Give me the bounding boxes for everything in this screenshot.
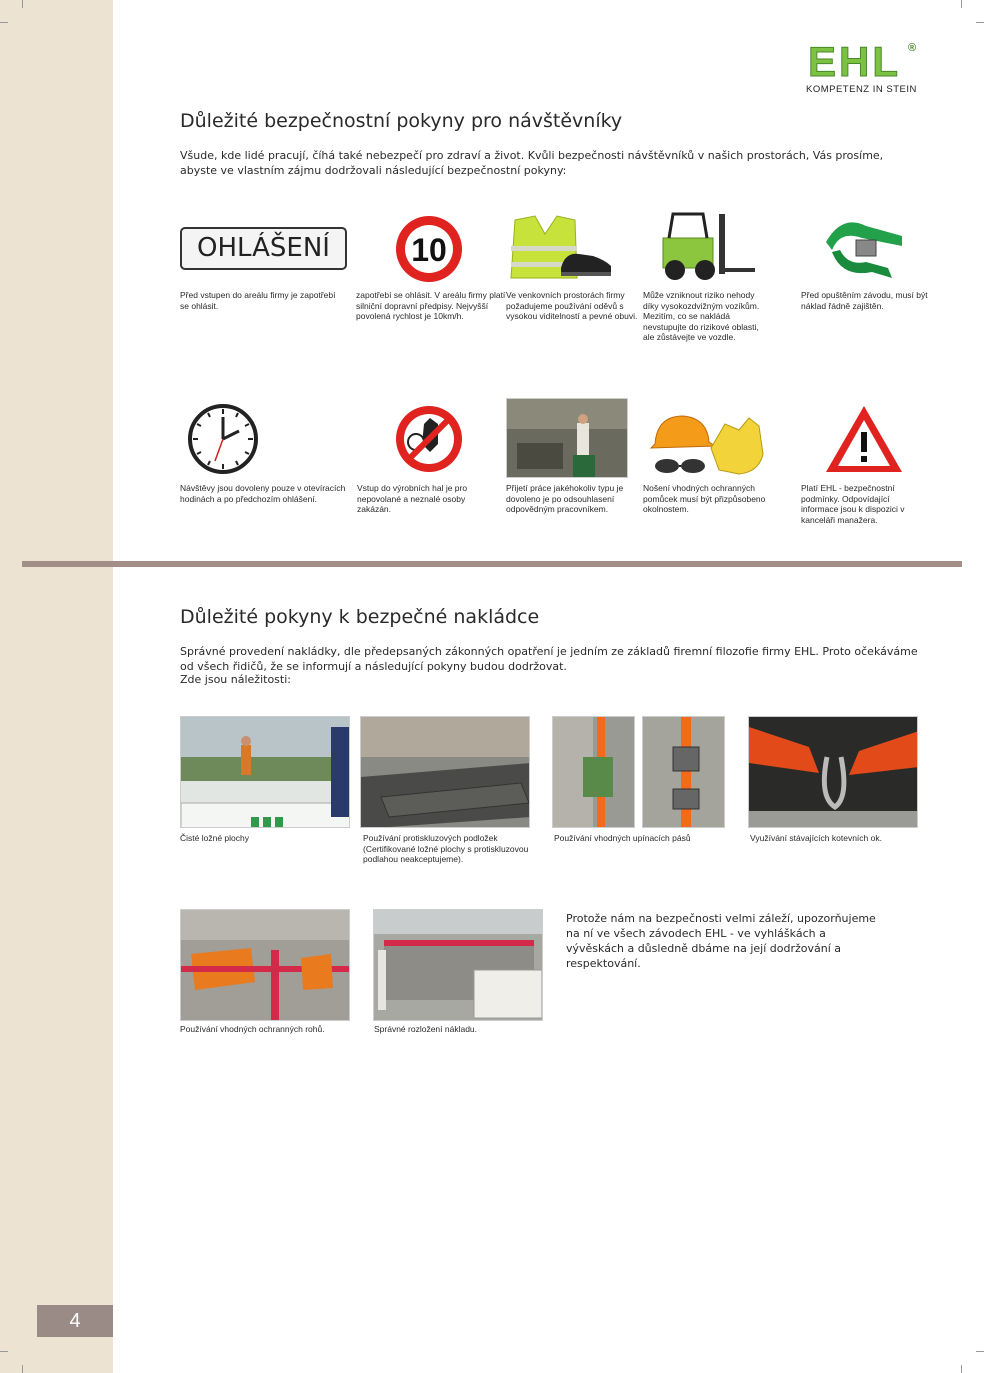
crop-mark: [22, 1365, 23, 1373]
crop-mark: [0, 1351, 8, 1352]
section1-title: Důležité bezpečnostní pokyny pro návštěvníky: [180, 110, 623, 132]
logo-tagline: KOMPETENZ IN STEIN: [806, 84, 917, 95]
crop-mark: [22, 0, 23, 8]
loading-photo-caption: Využívání stávajících kotevních ok.: [750, 833, 882, 843]
visitor-rule-caption: Před vstupen do areálu firmy je zapotřebí se ohlásit.: [180, 290, 336, 311]
loading-photo-caption: Používání vhodných upínacích pásů: [554, 833, 691, 843]
speed-limit-value: 10: [411, 232, 447, 268]
load-distribution-photo: [373, 909, 543, 1021]
forklift-icon: [655, 210, 759, 284]
logo-brand: EHL: [808, 38, 901, 85]
closing-statement: Protože nám na bezpečnosti velmi záleží, upozorňujeme na ní ve všech závodech EHL - ve vyhláškách a vývěskách a důsledně dbáme na její dodržování a respektování.: [566, 912, 876, 970]
page-margin-band: [0, 0, 113, 1373]
clean-cargo-bed-photo: [180, 716, 350, 828]
section1-intro: Všude, kde lidé pracují, číhá také nebezpečí pro zdraví a život. Kvůli bezpečnosti návštěvníků v našich prostorách, Vás prosíme, abyste ve vlastním zájmu dodržovali následující bezpečnostní pokyny:: [180, 149, 884, 177]
crop-mark: [0, 22, 8, 23]
section2-intro: Správné provedení nakládky, dle předepsaných zákonných opatření je jedním ze základů firemní filozofie firmy EHL. Proto očekáváme od všech řidičů, že se informují a následující pokyny budou dodržovat.: [180, 645, 918, 673]
anchor-points-photo: [748, 716, 918, 828]
visitor-rule-caption: Může vzniknout riziko nehody díky vysokozdvižným vozíkům. Mezitím, co se nakládá nevstupujte do rizikové oblasti, ale zůstávejte ve vozdle.: [643, 290, 760, 342]
section2-intro-list-lead: Zde jsou náležitosti:: [180, 673, 291, 686]
corner-protectors-photo: [180, 909, 350, 1021]
loading-photo-caption: Čisté ložné plochy: [180, 833, 249, 843]
visitor-rule-caption: Před opuštěním závodu, musí být náklad řádně zajištěn.: [801, 290, 928, 311]
visitor-rule-caption: zapotřebí se ohlásit. V areálu firmy platí silniční dopravní předpisy. Nejvyšší povolená rychlost je 10km/h.: [356, 290, 506, 321]
visitor-rule-caption: Přijetí práce jakéhokoliv typu je dovoleno je po odsouhlasení odpovědným pracovníkem.: [506, 483, 624, 514]
crop-mark: [976, 1351, 984, 1352]
ehl-logo: [806, 38, 922, 98]
visitor-rule-caption: Ve venkovních prostorách firmy požadujeme používání oděvů s vysokou viditelností a pevné obuvi.: [506, 290, 638, 321]
clock-icon: [187, 403, 259, 475]
visitor-rule-caption: Návštěvy jsou dovoleny pouze v otevíracích hodinách a po předchozím ohlášení.: [180, 483, 346, 504]
page-number: 4: [37, 1305, 113, 1337]
section2-title: Důležité pokyny k bezpečné nakládce: [180, 606, 540, 628]
visitor-rule-caption: Platí EHL - bezpečnostní podmínky. Odpovídající informace jsou k dispozici v kanceláři manažera.: [801, 483, 905, 525]
lashing-strap-photo-2: [642, 716, 725, 828]
warning-triangle-icon: [824, 404, 904, 474]
no-entry-sign-icon: [394, 404, 464, 474]
visitor-rule-caption: Nošení vhodných ochranných pomůcek musí být přizpůsobeno okolnostem.: [643, 483, 766, 514]
lashing-strap-photo-1: [552, 716, 635, 828]
ratchet-strap-icon: [822, 212, 906, 282]
loading-photo-caption: Používání vhodných ochranných rohů.: [180, 1024, 325, 1034]
crop-mark: [961, 0, 962, 8]
anti-slip-mats-photo: [360, 716, 530, 828]
logo-registered-mark: ®: [908, 42, 917, 54]
visitor-rule-caption: Vstup do výrobních hal je pro nepovolané a neznalé osoby zakázán.: [357, 483, 468, 514]
hi-vis-vest-and-shoe-icon: [505, 212, 615, 284]
section-divider: [22, 561, 962, 567]
protective-gear-icon: [649, 408, 767, 478]
speed-limit-sign-icon: [394, 214, 464, 284]
crop-mark: [976, 22, 984, 23]
announce-sign: OHLÁŠENÍ: [180, 227, 347, 270]
crop-mark: [961, 1365, 962, 1373]
loading-photo-caption: Používání protiskluzových podložek (Certifikované ložné plochy s protiskluzovou podlahou neakceptujeme).: [363, 833, 529, 864]
loading-photo-caption: Správné rozložení nákladu.: [374, 1024, 478, 1034]
factory-worker-photo: [506, 398, 628, 478]
